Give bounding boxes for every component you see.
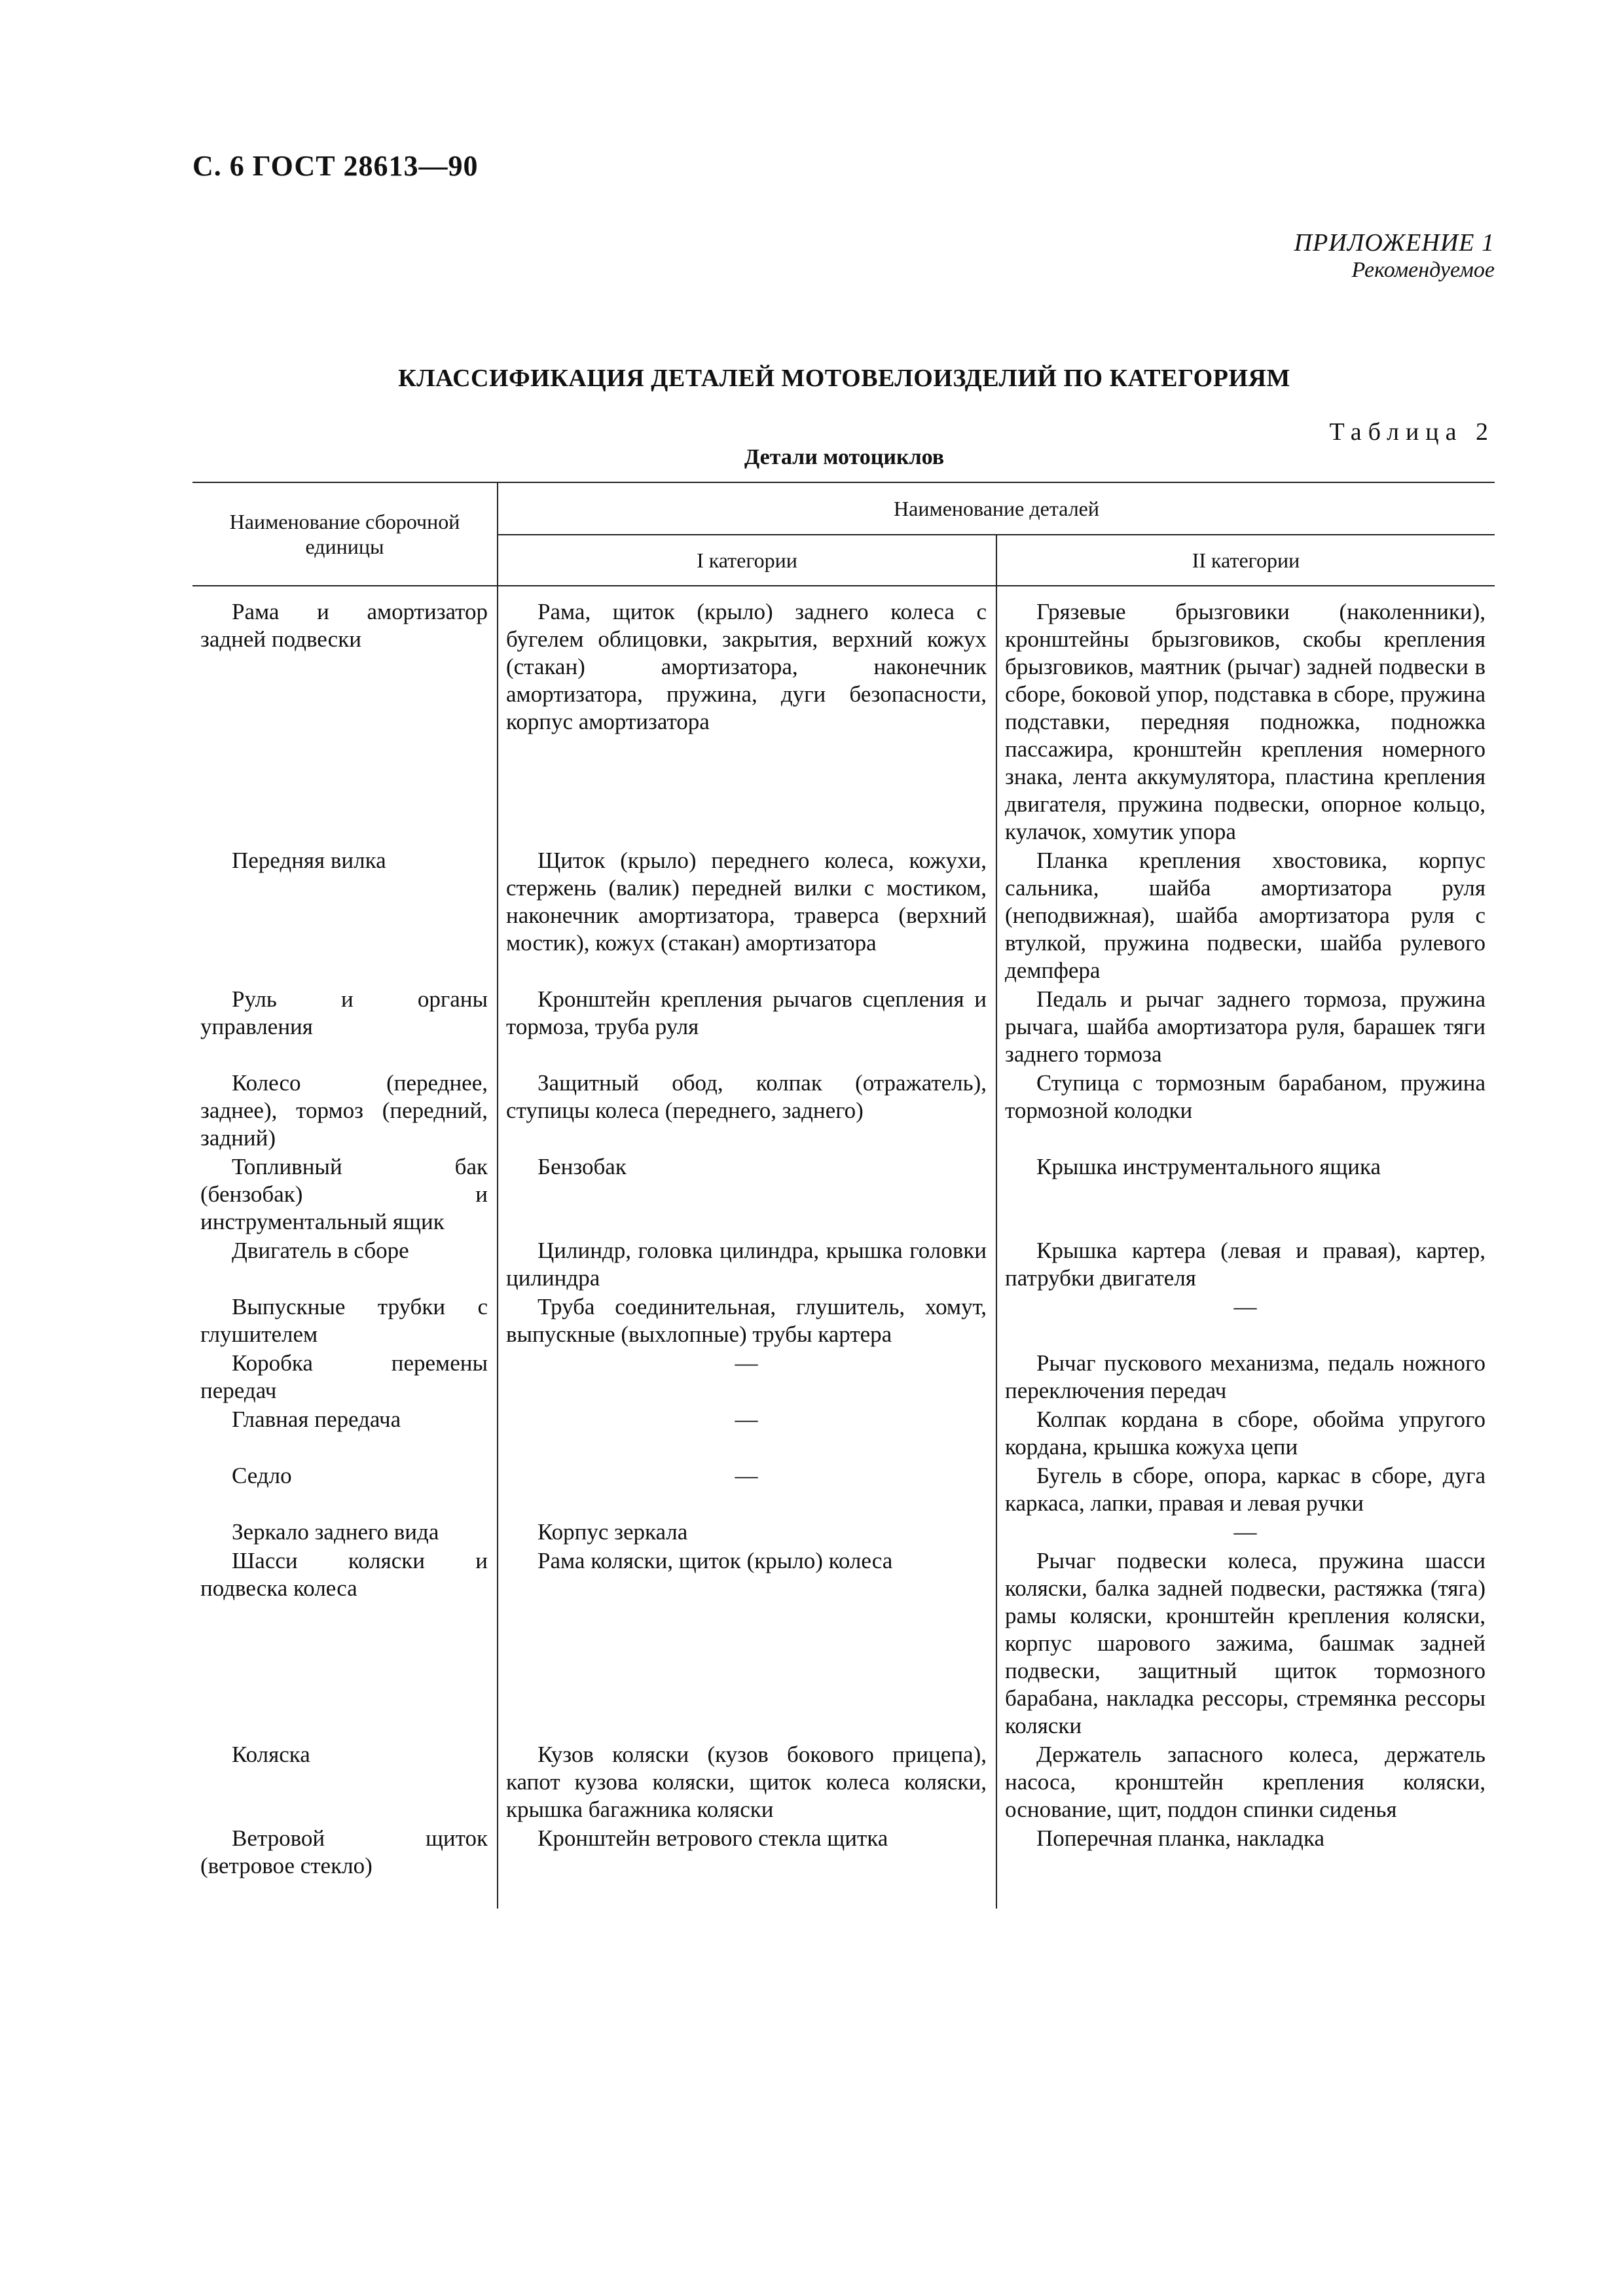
- table-row: [192, 1741, 1495, 1825]
- table-row: [192, 1406, 1495, 1462]
- table-row: [192, 986, 1495, 1069]
- table-row: [192, 1462, 1495, 1518]
- unit-cell: Передняя вилка: [192, 847, 498, 986]
- table-row: [192, 1518, 1495, 1547]
- table-header: [192, 482, 1495, 586]
- category-1-cell: Защитный обод, колпак (отражатель), ступицы колеса (переднего, заднего): [498, 1069, 996, 1153]
- category-2-cell: Поперечная планка, накладка: [1036, 1825, 1324, 1851]
- unit-cell: Руль и органы управления: [192, 986, 498, 1069]
- unit-cell: Колесо (переднее, заднее), тормоз (передний, задний): [192, 1069, 498, 1153]
- header-category-2: II категории: [996, 535, 1495, 586]
- category-2-cell: Грязевые брызговики (наколенники), кронштейны брызговиков, скобы крепления брызговиков, маятник (рычаг) задней подвески в сборе, боковой упор, подставка в сборе, пружина подставки, передняя подножка, подножка пассажира, кронштейн крепления номерного знака, лента аккумулятора, пластина крепления двигателя, пружина подвески, опорное кольцо, кулачок, хомутик упора: [1005, 599, 1486, 844]
- page-header: С. 6 ГОСТ 28613—90: [192, 150, 479, 182]
- unit-cell: Коляска: [192, 1741, 498, 1825]
- unit-cell: Главная передача: [192, 1406, 498, 1462]
- category-1-cell: —: [498, 1350, 996, 1406]
- category-1-cell: Кронштейн крепления рычагов сцепления и тормоза, труба руля: [498, 986, 996, 1069]
- header-parts-name: Наименование деталей: [498, 482, 1495, 535]
- category-2-cell: —: [1233, 1519, 1257, 1545]
- category-2-cell: —: [1233, 1294, 1257, 1319]
- table-row: [192, 586, 1495, 847]
- table-body: [192, 586, 1495, 1909]
- unit-cell: Топливный бак (бензобак) и инструментальный ящик: [192, 1153, 498, 1237]
- category-2-cell: Рычаг пускового механизма, педаль ножного переключения передач: [1005, 1350, 1486, 1403]
- category-1-cell: Цилиндр, головка цилиндра, крышка головки цилиндра: [498, 1237, 996, 1293]
- category-1-cell: —: [498, 1462, 996, 1518]
- table-row: [192, 1825, 1495, 1909]
- unit-cell: Двигатель в сборе: [192, 1237, 498, 1293]
- appendix-title: ПРИЛОЖЕНИЕ 1: [1294, 229, 1495, 257]
- category-1-cell: Труба соединительная, глушитель, хомут, выпускные (выхлопные) трубы картера: [498, 1293, 996, 1350]
- category-1-cell: Кронштейн ветрового стекла щитка: [498, 1825, 996, 1909]
- table-row: [192, 847, 1495, 986]
- table-row: [192, 1237, 1495, 1293]
- category-1-cell: —: [498, 1406, 996, 1462]
- table-row: [192, 1153, 1495, 1237]
- unit-cell: Рама и амортизатор задней подвески: [192, 586, 498, 847]
- table-row: [192, 1350, 1495, 1406]
- unit-cell: Седло: [192, 1462, 498, 1518]
- category-2-cell: Колпак кордана в сборе, обойма упругого кордана, крышка кожуха цепи: [1005, 1407, 1486, 1460]
- appendix-subtitle: Рекомендуемое: [1351, 258, 1495, 282]
- unit-cell: Шасси коляски и подвеска колеса: [192, 1547, 498, 1741]
- category-2-cell: Крышка картера (левая и правая), картер, патрубки двигателя: [1005, 1238, 1486, 1291]
- unit-cell: Выпускные трубки с глушителем: [192, 1293, 498, 1350]
- document-title: КЛАССИФИКАЦИЯ ДЕТАЛЕЙ МОТОВЕЛОИЗДЕЛИЙ ПО КАТЕГОРИЯМ: [398, 365, 1290, 392]
- header-assembly-unit: Наименование сборочной единицы: [192, 482, 498, 586]
- category-1-cell: Кузов коляски (кузов бокового прицепа), капот кузова коляски, щиток колеса коляски, крышка багажника коляски: [498, 1741, 996, 1825]
- category-2-cell: Бугель в сборе, опора, каркас в сборе, дуга каркаса, лапки, правая и левая ручки: [1005, 1463, 1486, 1516]
- category-1-cell: Корпус зеркала: [498, 1518, 996, 1547]
- appendix-label: [1294, 229, 1495, 284]
- category-1-cell: Рама, щиток (крыло) заднего колеса с бугелем облицовки, закрытия, верхний кожух (стакан) амортизатора, наконечник амортизатора, пружина, дуги безопасности, корпус амортизатора: [498, 586, 996, 847]
- category-2-cell: Планка крепления хвостовика, корпус сальника, шайба амортизатора руля (неподвижная), шайба амортизатора руля с втулкой, пружина подвески, шайба рулевого демпфера: [1005, 848, 1486, 983]
- unit-cell: Коробка перемены передач: [192, 1350, 498, 1406]
- unit-cell: Ветровой щиток (ветровое стекло): [192, 1825, 498, 1909]
- table-row: [192, 1293, 1495, 1350]
- table-row: [192, 1547, 1495, 1741]
- table-row: [192, 1069, 1495, 1153]
- category-1-cell: Щиток (крыло) переднего колеса, кожухи, стержень (валик) передней вилки с мостиком, наконечник амортизатора, траверса (верхний мостик), кожух (стакан) амортизатора: [498, 847, 996, 986]
- table-number: Таблица 2: [1329, 418, 1495, 446]
- parts-table-container: [192, 482, 1495, 1909]
- unit-cell: Зеркало заднего вида: [192, 1518, 498, 1547]
- category-2-cell: Держатель запасного колеса, держатель насоса, кронштейн крепления коляски, основание, щит, поддон спинки сиденья: [1005, 1742, 1486, 1822]
- category-2-cell: Педаль и рычаг заднего тормоза, пружина рычага, шайба амортизатора руля, барашек тяги заднего тормоза: [1005, 986, 1486, 1067]
- parts-classification-table: [192, 482, 1495, 1909]
- category-2-cell: Крышка инструментального ящика: [1036, 1154, 1381, 1179]
- category-1-cell: Рама коляски, щиток (крыло) колеса: [498, 1547, 996, 1741]
- header-category-1: I категории: [498, 535, 996, 586]
- category-2-cell: Ступица с тормозным барабаном, пружина тормозной колодки: [1005, 1070, 1486, 1123]
- category-1-cell: Бензобак: [498, 1153, 996, 1237]
- category-2-cell: Рычаг подвески колеса, пружина шасси коляски, балка задней подвески, растяжка (тяга) рамы коляски, кронштейн крепления коляски, корпус шарового зажима, башмак задней подвески, защитный щиток тормозного барабана, накладка рессоры, стремянка рессоры коляски: [1005, 1548, 1486, 1738]
- table-caption: Детали мотоциклов: [744, 445, 945, 469]
